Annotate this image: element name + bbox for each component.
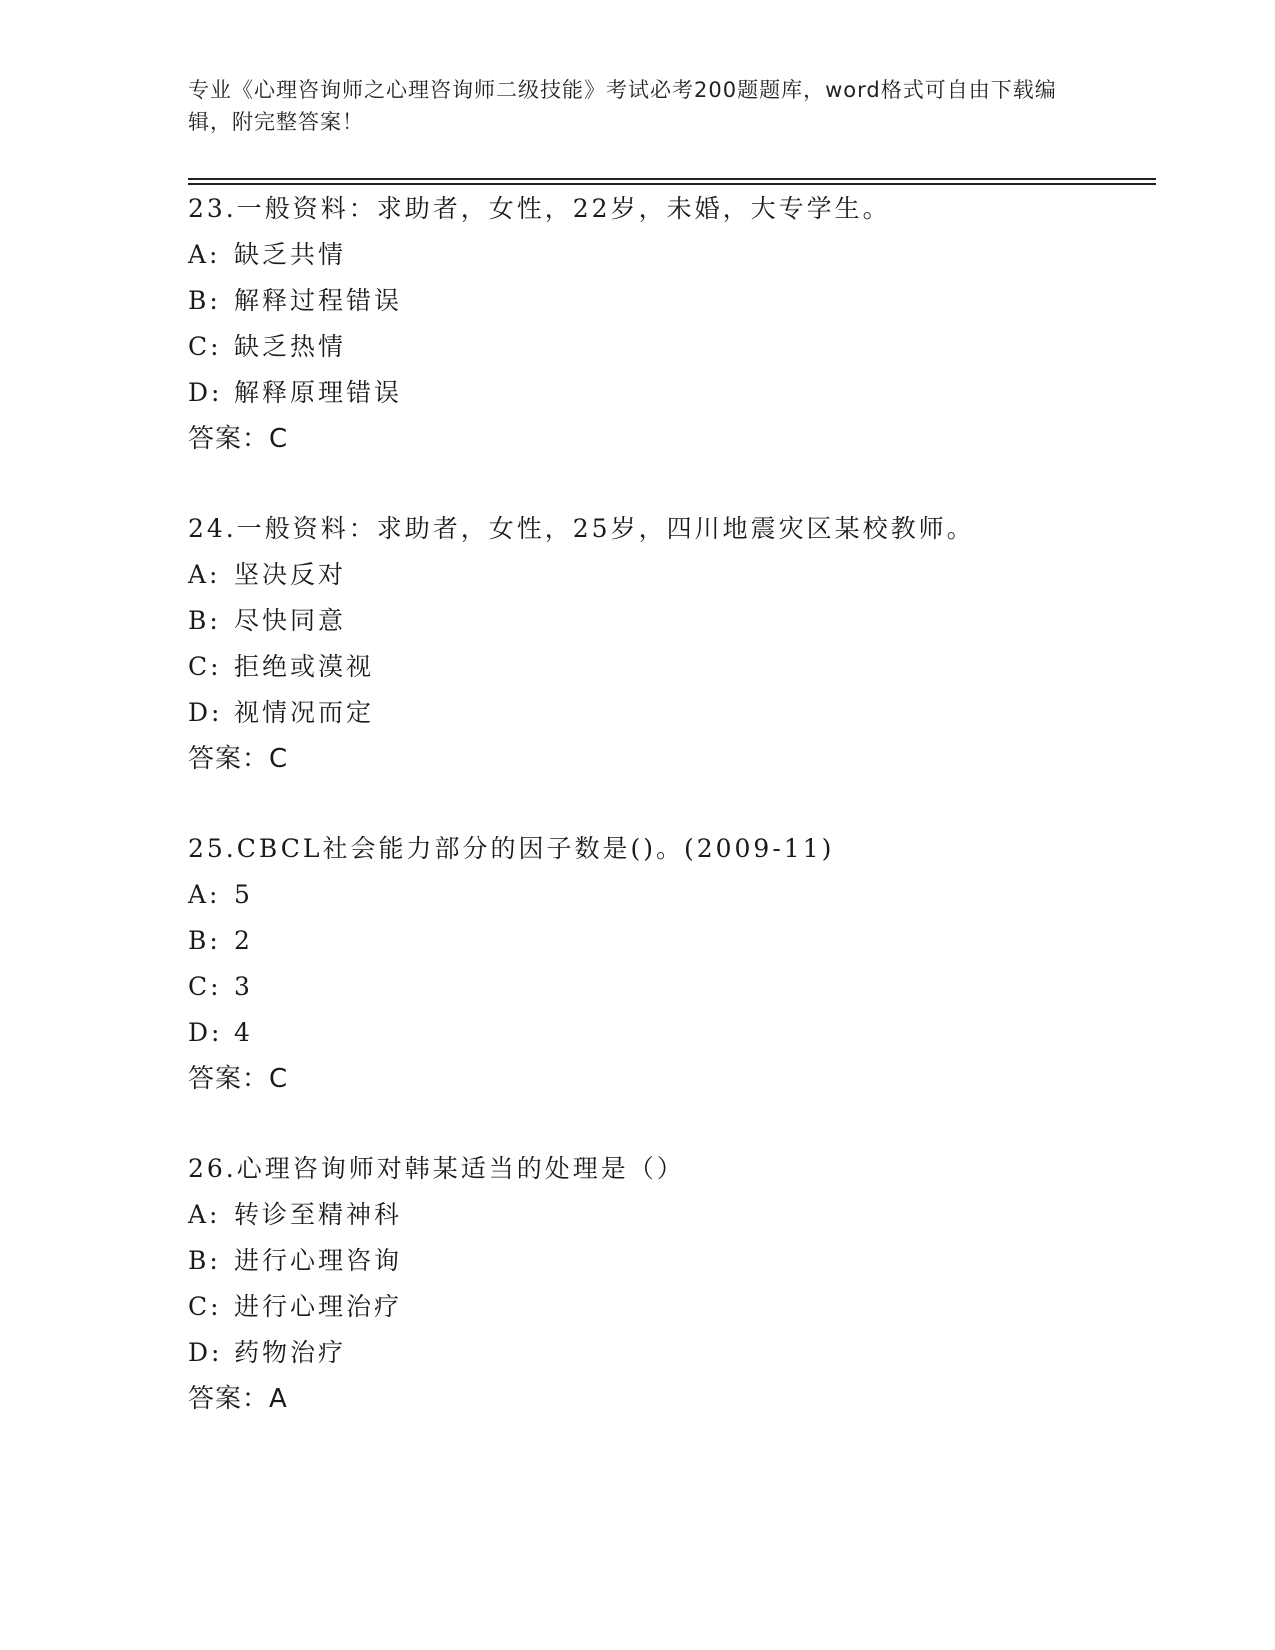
- option-text: 进行心理咨询: [234, 1246, 403, 1275]
- question-26: [188, 1146, 1156, 1422]
- option-letter: C:: [188, 972, 222, 1001]
- option-b: [188, 1238, 1156, 1284]
- option-letter: D:: [188, 378, 223, 407]
- option-c: [188, 644, 1156, 690]
- option-letter: D:: [188, 1338, 223, 1367]
- answer-label: 答案：: [188, 1064, 270, 1094]
- option-b: [188, 278, 1156, 324]
- option-c: [188, 964, 1156, 1010]
- option-letter: D:: [188, 1018, 223, 1047]
- option-text: 尽快同意: [234, 606, 347, 635]
- header-divider-top: [188, 178, 1156, 180]
- option-text: 进行心理治疗: [234, 1292, 403, 1321]
- option-text: 解释原理错误: [234, 378, 403, 407]
- option-a: [188, 1192, 1156, 1238]
- option-letter: B:: [188, 286, 221, 315]
- option-letter: B:: [188, 606, 221, 635]
- option-letter: B:: [188, 926, 221, 955]
- option-b: [188, 598, 1156, 644]
- option-text: 解释过程错误: [234, 286, 403, 315]
- option-b: [188, 918, 1156, 964]
- option-letter: C:: [188, 332, 222, 361]
- option-letter: A:: [188, 240, 221, 269]
- option-text: 缺乏共情: [234, 240, 347, 269]
- option-text: 坚决反对: [234, 560, 347, 589]
- option-text: 5: [234, 880, 253, 909]
- option-d: [188, 1010, 1156, 1056]
- answer-label: 答案：: [188, 744, 270, 774]
- answer-line: [188, 1056, 1156, 1102]
- option-c: [188, 1284, 1156, 1330]
- answer-line: [188, 736, 1156, 782]
- option-letter: B:: [188, 1246, 221, 1275]
- answer-line: [188, 416, 1156, 462]
- document-intro: 专业《心理咨询师之心理咨询师二级技能》考试必考200题题库，word格式可自由下载编辑，附完整答案！: [188, 78, 1057, 134]
- option-text: 视情况而定: [234, 698, 375, 727]
- option-letter: C:: [188, 1292, 222, 1321]
- option-a: [188, 552, 1156, 598]
- option-a: [188, 232, 1156, 278]
- answer-label: 答案：: [188, 1384, 270, 1414]
- question-24: [188, 506, 1156, 782]
- option-text: 2: [234, 926, 253, 955]
- option-letter: D:: [188, 698, 223, 727]
- answer-value: C: [269, 1064, 289, 1094]
- option-text: 拒绝或漠视: [234, 652, 375, 681]
- question-stem: 25.CBCL社会能力部分的因子数是()。(2009-11): [188, 834, 835, 863]
- option-text: 药物治疗: [234, 1338, 347, 1367]
- question-25: [188, 826, 1156, 1102]
- option-d: [188, 1330, 1156, 1376]
- option-text: 转诊至精神科: [234, 1200, 403, 1229]
- question-23: [188, 186, 1156, 462]
- question-stem: 23.一般资料：求助者，女性，22岁，未婚，大专学生。: [188, 194, 891, 223]
- option-d: [188, 690, 1156, 736]
- header-divider-bottom: [188, 183, 1156, 185]
- option-letter: A:: [188, 560, 221, 589]
- option-letter: A:: [188, 1200, 221, 1229]
- answer-line: [188, 1376, 1156, 1422]
- option-c: [188, 324, 1156, 370]
- answer-value: C: [269, 744, 289, 774]
- option-letter: A:: [188, 880, 221, 909]
- option-a: [188, 872, 1156, 918]
- option-letter: C:: [188, 652, 222, 681]
- answer-label: 答案：: [188, 424, 270, 454]
- option-text: 3: [234, 972, 253, 1001]
- question-stem: 24.一般资料：求助者，女性，25岁，四川地震灾区某校教师。: [188, 514, 975, 543]
- option-text: 缺乏热情: [234, 332, 347, 361]
- answer-value: C: [269, 424, 289, 454]
- option-text: 4: [234, 1018, 253, 1047]
- question-stem: 26.心理咨询师对韩某适当的处理是（）: [188, 1154, 685, 1183]
- answer-value: A: [269, 1384, 288, 1414]
- option-d: [188, 370, 1156, 416]
